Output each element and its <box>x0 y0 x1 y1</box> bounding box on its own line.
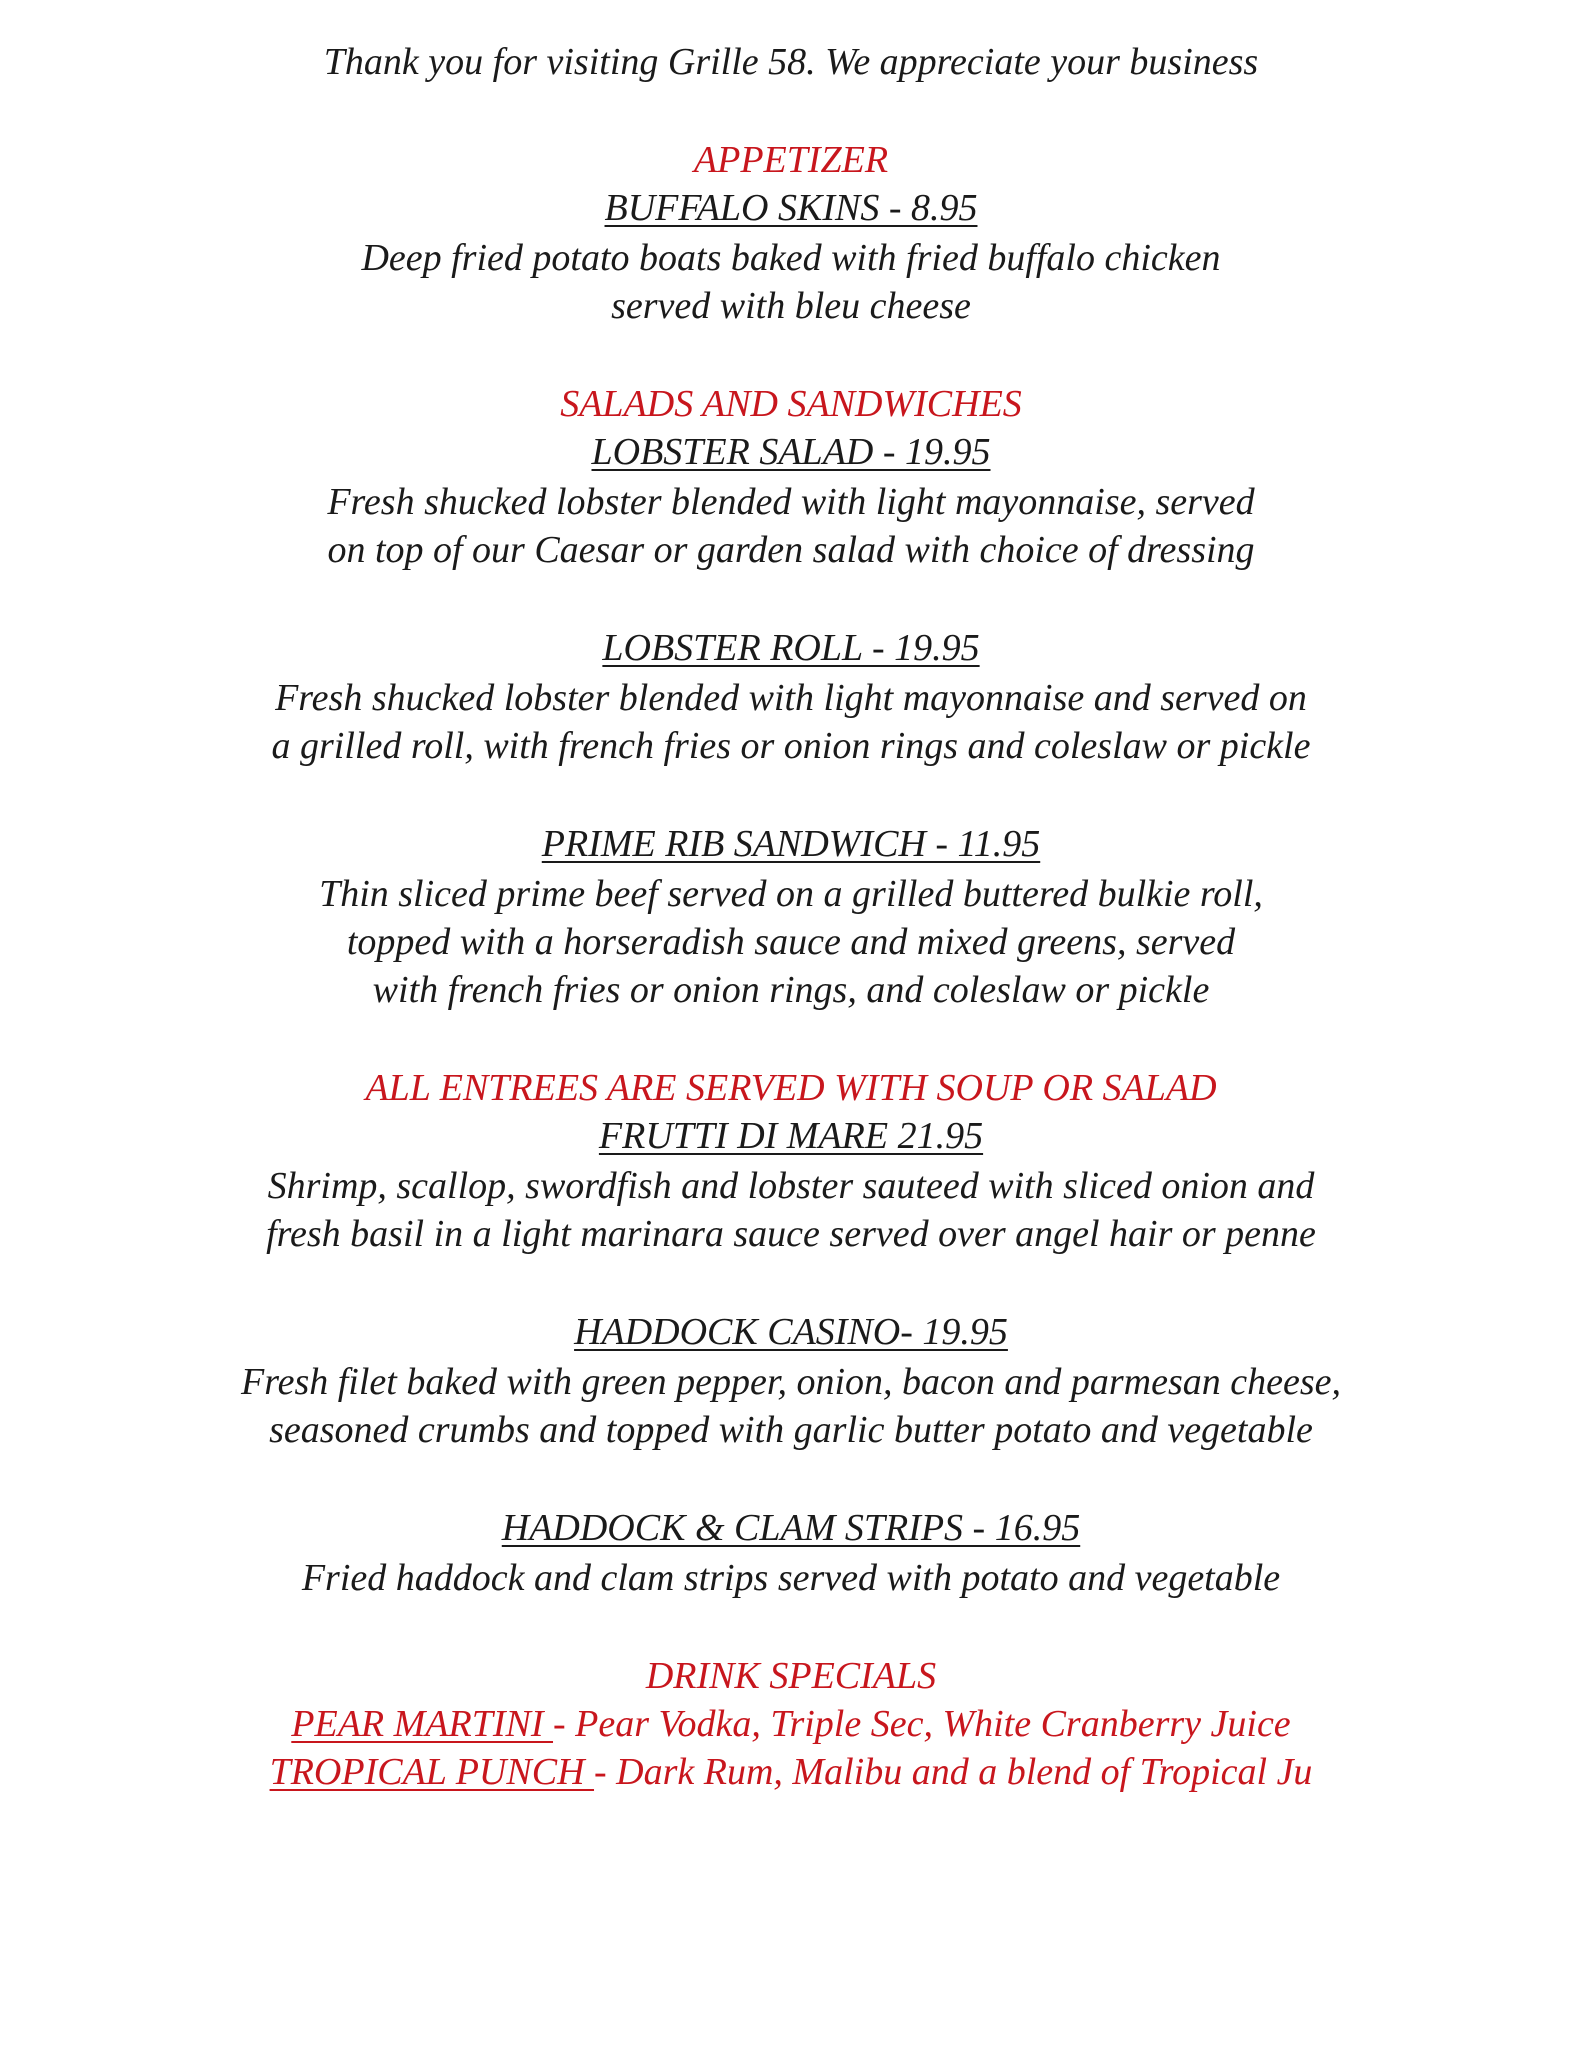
item-description-line: served with bleu cheese <box>611 285 971 327</box>
item-description-line: Fried haddock and clam strips served with potato and vegetable <box>301 1557 1281 1599</box>
item-description-line: Fresh shucked lobster blended with light mayonnaise and served on <box>275 677 1307 719</box>
item-description-line: a grilled roll, with french fries or onion rings and coleslaw or pickle <box>271 725 1311 767</box>
section-heading-entrees: ALL ENTREES ARE SERVED WITH SOUP OR SALAD <box>365 1067 1217 1109</box>
item-description-line: with french fries or onion rings, and coleslaw or pickle <box>372 969 1210 1011</box>
section-heading-appetizer: APPETIZER <box>693 139 889 181</box>
item-description-line: Deep fried potato boats baked with fried buffalo chicken <box>361 237 1221 279</box>
item-description-line: fresh basil in a light marinara sauce served over angel hair or penne <box>266 1213 1316 1255</box>
item-title-lobster-salad: LOBSTER SALAD - 19.95 <box>591 431 991 473</box>
thank-you-note: Thank you for visiting Grille 58. We appreciate your business <box>323 41 1259 83</box>
item-description-line: seasoned crumbs and topped with garlic butter potato and vegetable <box>269 1409 1313 1451</box>
item-description-line: Fresh filet baked with green pepper, onion, bacon and parmesan cheese, <box>240 1361 1341 1403</box>
drink-item-pear-martini <box>0 1700 1582 1748</box>
item-title-prime-rib-sandwich: PRIME RIB SANDWICH - 11.95 <box>541 823 1041 865</box>
item-description-line: Fresh shucked lobster blended with light mayonnaise, served <box>327 481 1255 523</box>
item-description-line: topped with a horseradish sauce and mixed greens, served <box>346 921 1236 963</box>
item-title-frutti-di-mare: FRUTTI DI MARE 21.95 <box>598 1115 984 1157</box>
drink-name: PEAR MARTINI <box>291 1703 554 1745</box>
drink-detail: - Pear Vodka, Triple Sec, White Cranberry Juice <box>553 1703 1291 1745</box>
section-heading-drink-specials: DRINK SPECIALS <box>645 1655 937 1697</box>
item-title-buffalo-skins: BUFFALO SKINS - 8.95 <box>604 187 978 229</box>
item-title-haddock-casino: HADDOCK CASINO- 19.95 <box>574 1311 1008 1353</box>
item-description-line: Thin sliced prime beef served on a grilled buttered bulkie roll, <box>319 873 1263 915</box>
item-description-line: Shrimp, scallop, swordfish and lobster sauteed with sliced onion and <box>267 1165 1315 1207</box>
drink-detail: - Dark Rum, Malibu and a blend of Tropical Ju <box>594 1751 1313 1793</box>
drink-name: TROPICAL PUNCH <box>269 1751 595 1793</box>
item-title-lobster-roll: LOBSTER ROLL - 19.95 <box>602 627 980 669</box>
section-heading-salads-sandwiches: SALADS AND SANDWICHES <box>560 383 1022 425</box>
drink-item-tropical-punch <box>0 1748 1582 1796</box>
item-description-line: on top of our Caesar or garden salad with choice of dressing <box>327 529 1255 571</box>
item-title-haddock-clam-strips: HADDOCK & CLAM STRIPS - 16.95 <box>501 1507 1081 1549</box>
